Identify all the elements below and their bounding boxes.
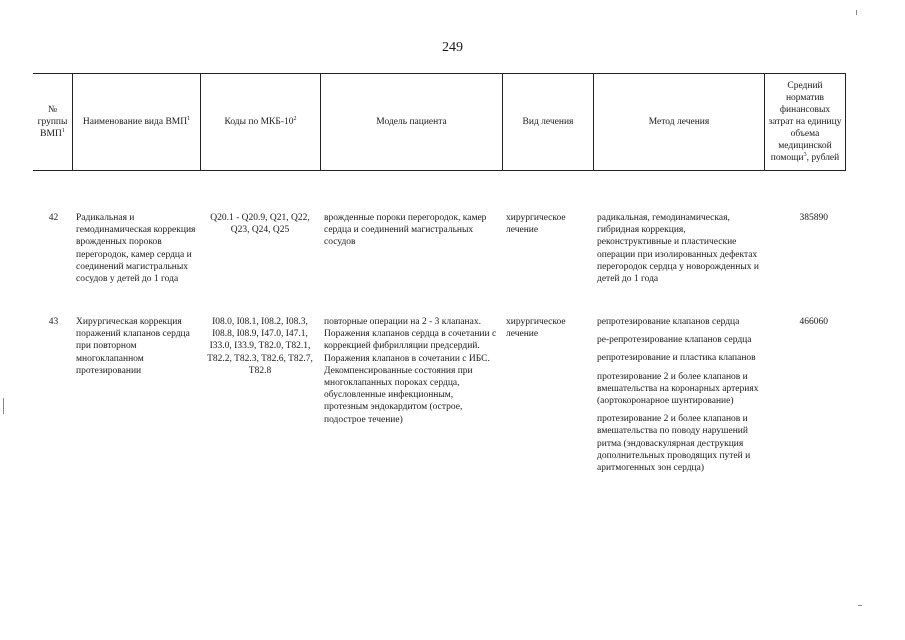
cost-value: 466060 — [799, 317, 828, 327]
group-number: 43 — [48, 317, 59, 327]
header-cost — [764, 74, 846, 170]
icd-codes: I08.0, I08.1, I08.2, I08.3, I08.8, I08.9, I47.0, I47.1, I33.0, I33.9, T82.0, T82.1, T82.2, T82.3, T82.6, T82.7, T82.8 — [207, 317, 313, 376]
vmp-name: Хирургическая коррекция поражений клапанов сердца при повторном многоклапанном протезировании — [76, 317, 190, 376]
treatment-type: хирургическое лечение — [506, 213, 566, 236]
treatment-methods — [593, 212, 764, 291]
table-row — [33, 212, 846, 291]
treatment-method: протезирование 2 и более клапанов и вмешательства на коронарных артериях (аортокоронарное шунтирование) — [597, 371, 759, 407]
header-vmp-name — [72, 74, 200, 170]
cost-value: 385890 — [799, 213, 828, 223]
table-row — [33, 316, 846, 480]
header-patient-model — [320, 74, 502, 170]
treatment-method: репротезирование клапанов сердца — [597, 317, 740, 327]
footnote-mark: 1 — [61, 127, 65, 134]
page-number: 249 — [442, 40, 463, 55]
footnote-mark: 2 — [293, 115, 297, 122]
treatment-method: протезирование 2 и более клапанов и вмешательства по поводу нарушений ритма (эндоваскулярная деструкция дополнительных проводящих путей и аритмогенных зон сердца) — [597, 414, 751, 474]
footnote-mark: 1 — [187, 115, 191, 122]
header-vmp-name-text: Наименование вида ВМП — [82, 117, 188, 127]
vmp-name: Радикальная и гемодинамическая коррекция врожденных пороков перегородок, камер сердца и соединений магистральных сосудов у детей до 1 года — [76, 213, 196, 285]
scan-mark — [856, 10, 857, 15]
table-header — [33, 73, 846, 171]
header-cost-unit: , рублей — [806, 153, 840, 163]
header-icd-codes — [200, 74, 320, 170]
group-number: 42 — [48, 213, 59, 223]
icd-codes: Q20.1 - Q20.9, Q21, Q22, Q23, Q24, Q25 — [210, 213, 310, 236]
patient-model: повторные операции на 2 - 3 клапанах. Поражения клапанов сердца в сочетании с коррекцией фибрилляции предсердий. Поражения клапанов в сочетании с ИБС. Декомпенсированные состояния при многоклапанных пороках сердца, обусловленные инфекционным, протезным эндокардитом (острое, подострое течение) — [324, 317, 497, 425]
header-cost-text: Средний норматив финансовых затрат на единицу объема медицинской помощи — [768, 81, 842, 163]
treatment-method: ре-репротезирование клапанов сердца — [597, 335, 752, 346]
header-group-number — [33, 74, 72, 170]
treatment-methods — [593, 316, 764, 480]
header-treatment-method-text: Метод лечения — [648, 117, 710, 127]
header-treatment-method — [593, 74, 764, 170]
footnote-mark: 3 — [803, 151, 807, 158]
scan-mark — [3, 398, 4, 414]
scan-mark — [858, 605, 862, 606]
header-icd-codes-text: Коды по МКБ-10 — [224, 117, 294, 127]
treatment-type: хирургическое лечение — [506, 317, 566, 340]
header-treatment-type-text: Вид лечения — [522, 117, 574, 127]
header-group-number-text: № группы ВМП — [37, 105, 68, 139]
treatment-method: радикальная, гемодинамическая, гибридная коррекция, реконструктивные и пластические операции при изолированных дефектах перегородок сердца у новорожденных и детей до 1 года — [597, 213, 759, 285]
patient-model: врожденные пороки перегородок, камер сердца и соединений магистральных сосудов — [324, 213, 487, 248]
header-patient-model-text: Модель пациента — [376, 117, 447, 127]
header-treatment-type — [502, 74, 593, 170]
treatment-method: репротезирование и пластика клапанов — [597, 353, 756, 364]
